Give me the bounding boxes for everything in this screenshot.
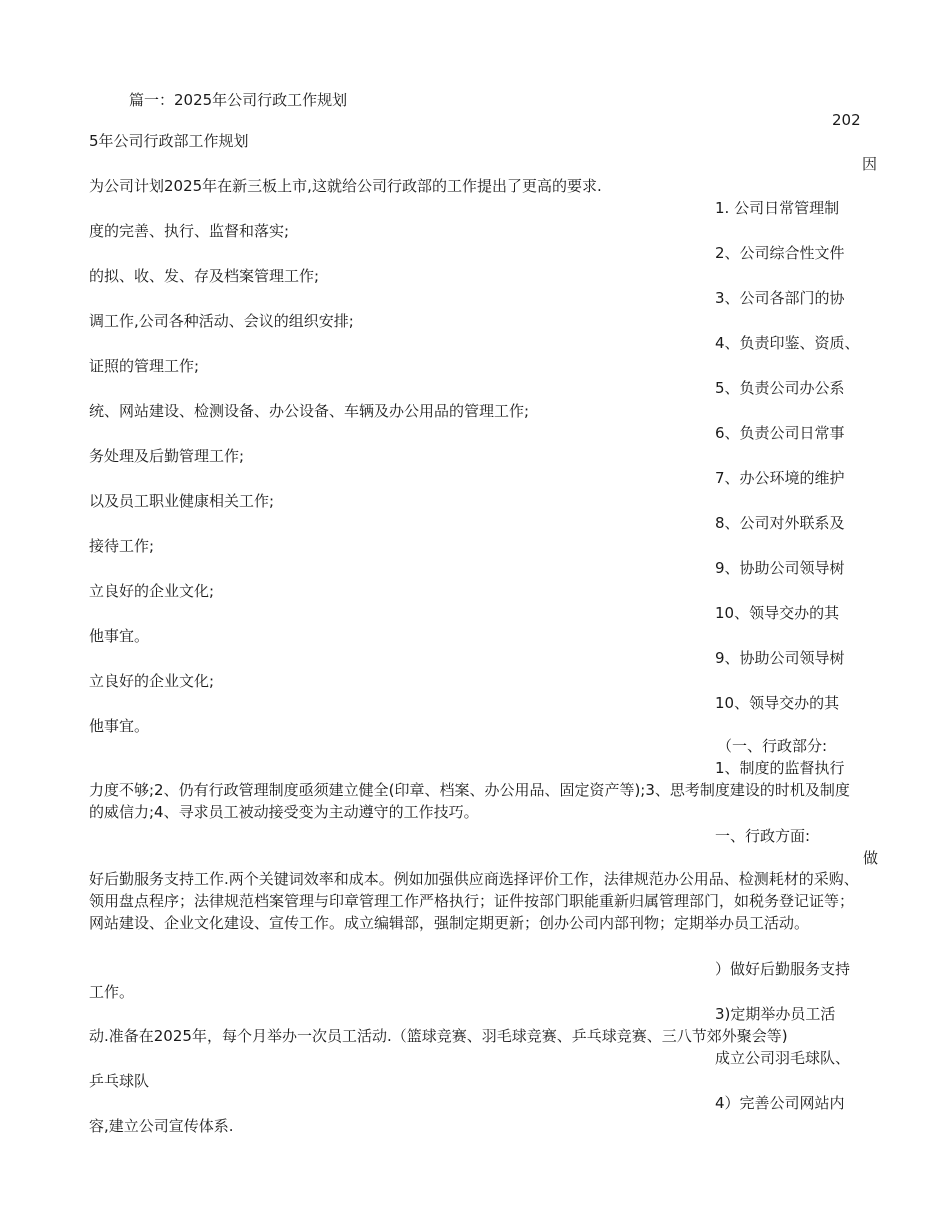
text-line: 以及员工职业健康相关工作;	[89, 492, 275, 510]
text-line: 的拟、收、发、存及档案管理工作;	[89, 267, 320, 285]
list-item: 3、公司各部门的协	[715, 289, 845, 307]
list-item: 2、公司综合性文件	[715, 244, 845, 262]
list-item: 4）完善公司网站内	[715, 1094, 845, 1112]
text-line: 容,建立公司宣传体系.	[89, 1117, 234, 1135]
list-item: 9、协助公司领导树	[715, 649, 845, 667]
list-item: 4、负责印鉴、资质、	[715, 334, 860, 352]
list-item: 1、制度的监督执行	[715, 759, 845, 777]
list-item: 3)定期举办员工活	[715, 1005, 836, 1023]
text-line: 统、网站建设、检测设备、办公设备、车辆及办公用品的管理工作;	[89, 402, 530, 420]
text-line: 度的完善、执行、监督和落实;	[89, 222, 290, 240]
section-heading: （一、行政部分:	[717, 737, 828, 755]
list-item: 5、负责公司办公系	[715, 379, 845, 397]
list-item: 10、领导交办的其	[715, 604, 840, 622]
text-line: 务处理及后勤管理工作;	[89, 447, 245, 465]
list-item: 6、负责公司日常事	[715, 424, 845, 442]
list-item: 9、协助公司领导树	[715, 559, 845, 577]
list-item: 1. 公司日常管理制	[715, 199, 840, 217]
text-line: 调工作,公司各种活动、会议的组织安排;	[89, 312, 354, 330]
section-heading: 一、行政方面:	[715, 827, 811, 845]
text-line: 立良好的企业文化;	[89, 672, 215, 690]
text-line: 证照的管理工作;	[89, 357, 200, 375]
list-item: 7、办公环境的维护	[715, 469, 845, 487]
list-item: 10、领导交办的其	[715, 694, 840, 712]
list-item: ）做好后勤服务支持	[715, 960, 851, 978]
text-fragment: 做	[863, 849, 879, 867]
text-line: 他事宜。	[89, 627, 150, 645]
text-line: 成立公司羽毛球队、	[715, 1049, 851, 1067]
subtitle-line: 5年公司行政部工作规划	[89, 132, 249, 150]
text-line: 立良好的企业文化;	[89, 582, 215, 600]
text-line: 乒乓球队	[89, 1072, 150, 1090]
text-line: 他事宜。	[89, 717, 150, 735]
list-item: 8、公司对外联系及	[715, 514, 845, 532]
paragraph: 力度不够;2、仍有行政管理制度亟须建立健全(印章、档案、办公用品、固定资产等);3、思考制度建设的时机及制度的威信力;4、寻求员工被动接受变为主动遵守的工作技巧。	[89, 781, 850, 821]
document-title: 篇一：2025年公司行政工作规划	[129, 91, 348, 109]
text-line: 工作。	[89, 983, 135, 1001]
text-fragment: 202	[832, 111, 861, 129]
text-line: 动.准备在2025年，每个月举办一次员工活动.（篮球竞赛、羽毛球竞赛、乒乓球竞赛、三八节郊外聚会等)	[89, 1027, 788, 1045]
paragraph: 好后勤服务支持工作.两个关键词效率和成本。例如加强供应商选择评价工作，法律规范办公用品、检测耗材的采购、领用盘点程序；法律规范档案管理与印章管理工作严格执行；证件按部门职能重新归属管理部门，如税务登记证等；网站建设、企业文化建设、宣传工作。成立编辑部，强制定期更新；创办公司内部刊物；定期举办员工活动。	[89, 870, 859, 932]
text-line: 接待工作;	[89, 537, 155, 555]
text-line: 为公司计划2025年在新三板上市,这就给公司行政部的工作提出了更高的要求.	[89, 177, 602, 195]
text-fragment: 因	[862, 155, 878, 173]
